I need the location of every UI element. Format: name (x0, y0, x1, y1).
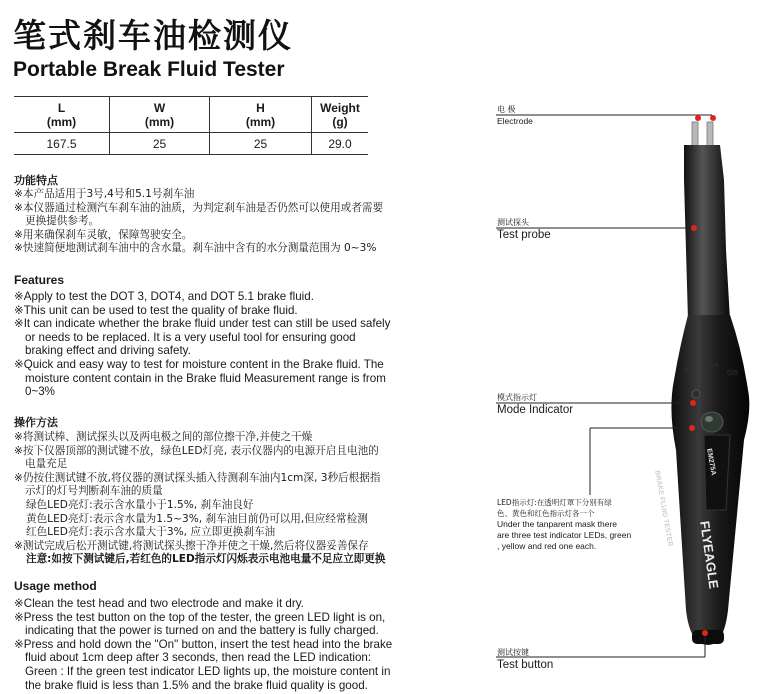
device-side-text: BRAKE FLUID TESTER (653, 470, 674, 548)
callout-mode-cn: 模式指示灯 (497, 393, 537, 402)
callout-led-en: are three test indicator LEDs, green (497, 530, 632, 540)
usage-cn-line: ※按下仪器顶部的测试键不放，绿色LED灯亮, 表示仪器内的电源开启且电池的 (14, 444, 379, 457)
usage-cn-line: ※将测试棒、测试探头以及两电极之间的部位擦干净,并使之干燥 (14, 431, 313, 443)
usage-cn-line: 红色LED亮灯:表示含水量大于3%, 应立即更换刹车油 (26, 526, 276, 539)
usage-en-line: fluid about 1cm deep after 3 seconds, then read the LED indication: (25, 651, 372, 665)
usage-cn-line: 绿色LED亮灯:表示含水量小于1.5%, 刹车油良好 (26, 498, 254, 511)
spec-value-width: 25 (110, 133, 210, 155)
callout-led-en: Under the tanparent mask there (497, 519, 618, 529)
callout-probe-cn: 测试探头 (497, 218, 529, 227)
usage-en-heading: Usage method (14, 579, 97, 593)
features-en-line: braking effect and driving safety. (25, 344, 191, 358)
usage-en-line: ※Press the test button on the top of the tester, the green LED light is on, (14, 610, 386, 624)
features-en-list (14, 290, 469, 399)
features-cn-line: ※本仪器通过检测汽车刹车油的油质，为判定刹车油是否仍然可以使用或者需要 (14, 201, 384, 214)
usage-en-line: Green : If the green test indicator LED lights up, the moisture content in (25, 664, 391, 678)
spec-value-row (14, 133, 368, 155)
test-button-cap (692, 630, 724, 644)
features-en-line: ※It can indicate whether the brake fluid under test can still be used safely (14, 317, 391, 331)
features-en-line: ※Apply to test the DOT 3, DOT4, and DOT 5.1 brake fluid. (14, 290, 314, 303)
features-en-line: ※Quick and easy way to test for moisture content in the Brake fluid. The (14, 357, 384, 371)
callout-electrode (497, 103, 533, 126)
callout-led-en: , yellow and red one each. (497, 541, 597, 551)
callout-electrode-en: Electrode (497, 116, 533, 126)
features-en-line: 0~3% (25, 385, 55, 399)
usage-cn-line: ※测试完成后松开测试键,将测试探头擦干净并使之干燥,然后将仪器妥善保存 (14, 539, 369, 552)
callout-probe (497, 216, 551, 242)
title-english: Portable Break Fluid Tester (13, 58, 285, 81)
callout-mode-en: Mode Indicator (497, 404, 574, 416)
callout-mode (497, 391, 573, 417)
usage-cn-line: ※仍按住测试键不放,将仪器的测试探头插入待测刹车油内1cm深, 3秒后根据指 (14, 471, 381, 484)
spec-value-weight: 29.0 (312, 133, 369, 155)
usage-en-line: ※Press and hold down the "On" button, insert the test head into the brake (14, 637, 393, 651)
callout-led-cn: LED指示灯:在透明灯罩下分别有绿 (497, 498, 612, 507)
mode-label-r3: R/3 (684, 367, 695, 374)
spec-header-height: H (mm) (210, 97, 312, 133)
features-en-line: moisture content contain in the Brake fluid Measurement range is from (25, 371, 386, 385)
title-chinese: 笔式刹车油检测仪 (13, 16, 293, 55)
test-probe (684, 145, 730, 320)
features-en-heading: Features (14, 273, 65, 287)
callout-electrode-cn: 电 极 (497, 105, 516, 114)
usage-cn-heading: 操作方法 (14, 416, 58, 429)
spec-header-width: W (mm) (110, 97, 210, 133)
features-cn-line: ※用来确保刹车灵敏，保障驾驶安全。 (14, 228, 193, 241)
callout-button-cn: 测试按键 (497, 648, 529, 657)
usage-cn-line: 黄色LED亮灯:表示含水量为1.5~3%, 刹车油目前仍可以用,但应经常检测 (26, 512, 368, 525)
usage-en-line: indicating that the power is turned on and the battery is fully charged. (25, 624, 379, 638)
usage-en-line: ※Clean the test head and two electrode and make it dry. (14, 597, 304, 610)
spec-header-length: L (mm) (14, 97, 110, 133)
led-window (701, 412, 723, 432)
features-cn-line: 更换提供参考。 (25, 215, 100, 228)
usage-cn-line: 电量充足 (25, 458, 68, 471)
callout-button-en: Test button (497, 659, 554, 671)
usage-cn-line: 示灯的灯号判断刹车油的质量 (25, 485, 163, 498)
callout-led (497, 497, 631, 552)
callout-button (497, 646, 553, 672)
callout-led-cn: 色、黄色和红色指示灯各一个 (497, 509, 595, 518)
features-cn-list (14, 188, 469, 256)
device-model-text: EM275A (705, 448, 717, 477)
spec-table (14, 96, 368, 155)
features-cn-line: ※快速简便地测试刹车油中的含水量。刹车油中含有的水分测量范围为 0~3% (14, 242, 377, 255)
spec-value-length: 167.5 (14, 133, 110, 155)
features-cn-heading: 功能特点 (14, 174, 58, 187)
usage-en-line: the brake fluid is less than 1.5% and the brake fluid quality is good. (25, 678, 368, 692)
device-brand-logo: FLYEAGLE (697, 520, 722, 590)
callout-probe-en: Test probe (497, 229, 551, 241)
mode-label-d5: D/5 (727, 370, 738, 377)
features-en-line: or needs to be replaced. It is a very useful tool for ensuring good (25, 330, 356, 344)
mode-indicator-light (692, 390, 700, 398)
spec-header-weight: Weight (g) (312, 97, 369, 133)
spec-value-height: 25 (210, 133, 312, 155)
spec-header-row (14, 97, 368, 133)
usage-cn-note: 注意:如按下测试键后,若红色的LED指示灯闪烁表示电池电量不足应立即更换 (26, 553, 386, 566)
usage-en-list (14, 597, 469, 692)
features-cn-line: ※本产品适用于3号,4号和5.1号刹车油 (14, 188, 195, 200)
usage-cn-list (14, 431, 469, 567)
features-en-line: ※This unit can be used to test the quality of brake fluid. (14, 303, 298, 317)
mode-label-g4: G/4 (707, 362, 719, 369)
electrode-pins (692, 122, 713, 148)
